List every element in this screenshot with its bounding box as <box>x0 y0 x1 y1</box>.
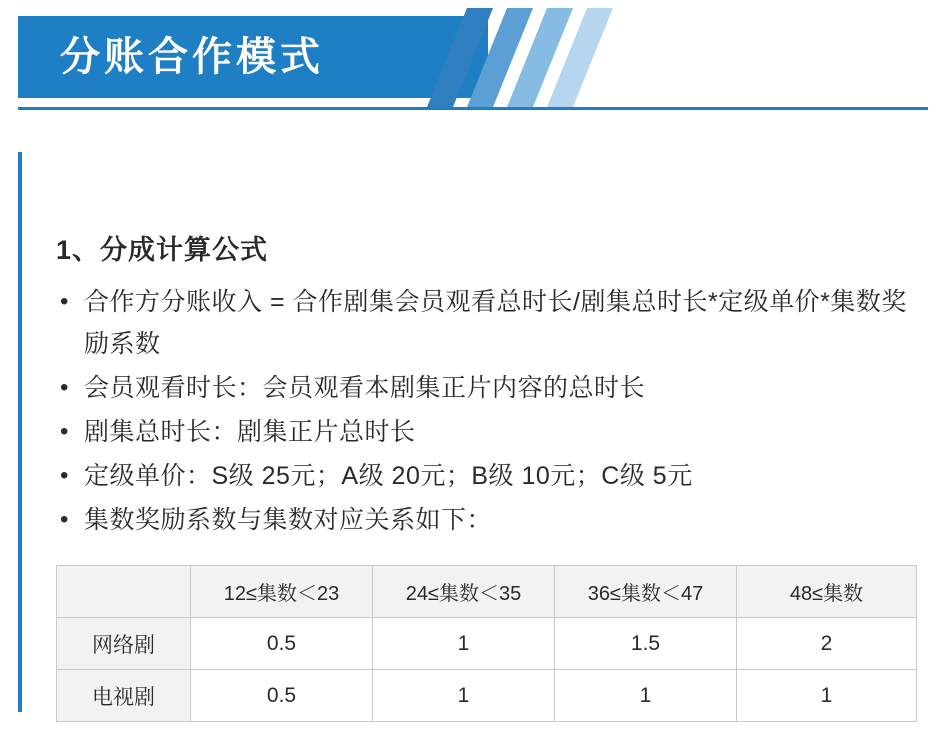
list-item: • 定级单价：S级 25元；A级 20元；B级 10元；C级 5元 <box>56 455 916 497</box>
table-column-header: 48≤集数 <box>737 566 917 618</box>
list-item: • 合作方分账收入 = 合作剧集会员观看总时长/剧集总时长*定级单价*集数奖励系数 <box>56 281 916 365</box>
table-header-row <box>57 566 917 618</box>
page-header <box>18 8 928 104</box>
table-cell: 1 <box>555 670 737 722</box>
list-item: • 会员观看时长：会员观看本剧集正片内容的总时长 <box>56 367 916 409</box>
episode-coefficient-table <box>56 565 917 722</box>
page-title: 分账合作模式 <box>60 35 324 79</box>
table-cell: 1 <box>373 618 555 670</box>
section-title: 1、分成计算公式 <box>56 235 269 265</box>
table-cell: 0.5 <box>191 670 373 722</box>
header-divider <box>18 107 928 110</box>
table-row-label: 电视剧 <box>57 670 191 722</box>
table-row <box>57 670 917 722</box>
table-row-label: 网络剧 <box>57 618 191 670</box>
left-accent-rule <box>18 152 22 712</box>
table-column-header: 12≤集数＜23 <box>191 566 373 618</box>
table-cell: 1 <box>737 670 917 722</box>
list-item: • 剧集总时长：剧集正片总时长 <box>56 411 916 453</box>
table-cell: 2 <box>737 618 917 670</box>
table-cell: 1.5 <box>555 618 737 670</box>
list-item: • 集数奖励系数与集数对应关系如下： <box>56 499 916 541</box>
table-column-header: 24≤集数＜35 <box>373 566 555 618</box>
header-stripes-decoration <box>418 8 638 108</box>
table-cell: 1 <box>373 670 555 722</box>
table-cell: 0.5 <box>191 618 373 670</box>
content-body <box>56 228 916 543</box>
bullet-list <box>56 281 916 541</box>
table-corner-cell <box>57 566 191 618</box>
table-column-header: 36≤集数＜47 <box>555 566 737 618</box>
table-row <box>57 618 917 670</box>
